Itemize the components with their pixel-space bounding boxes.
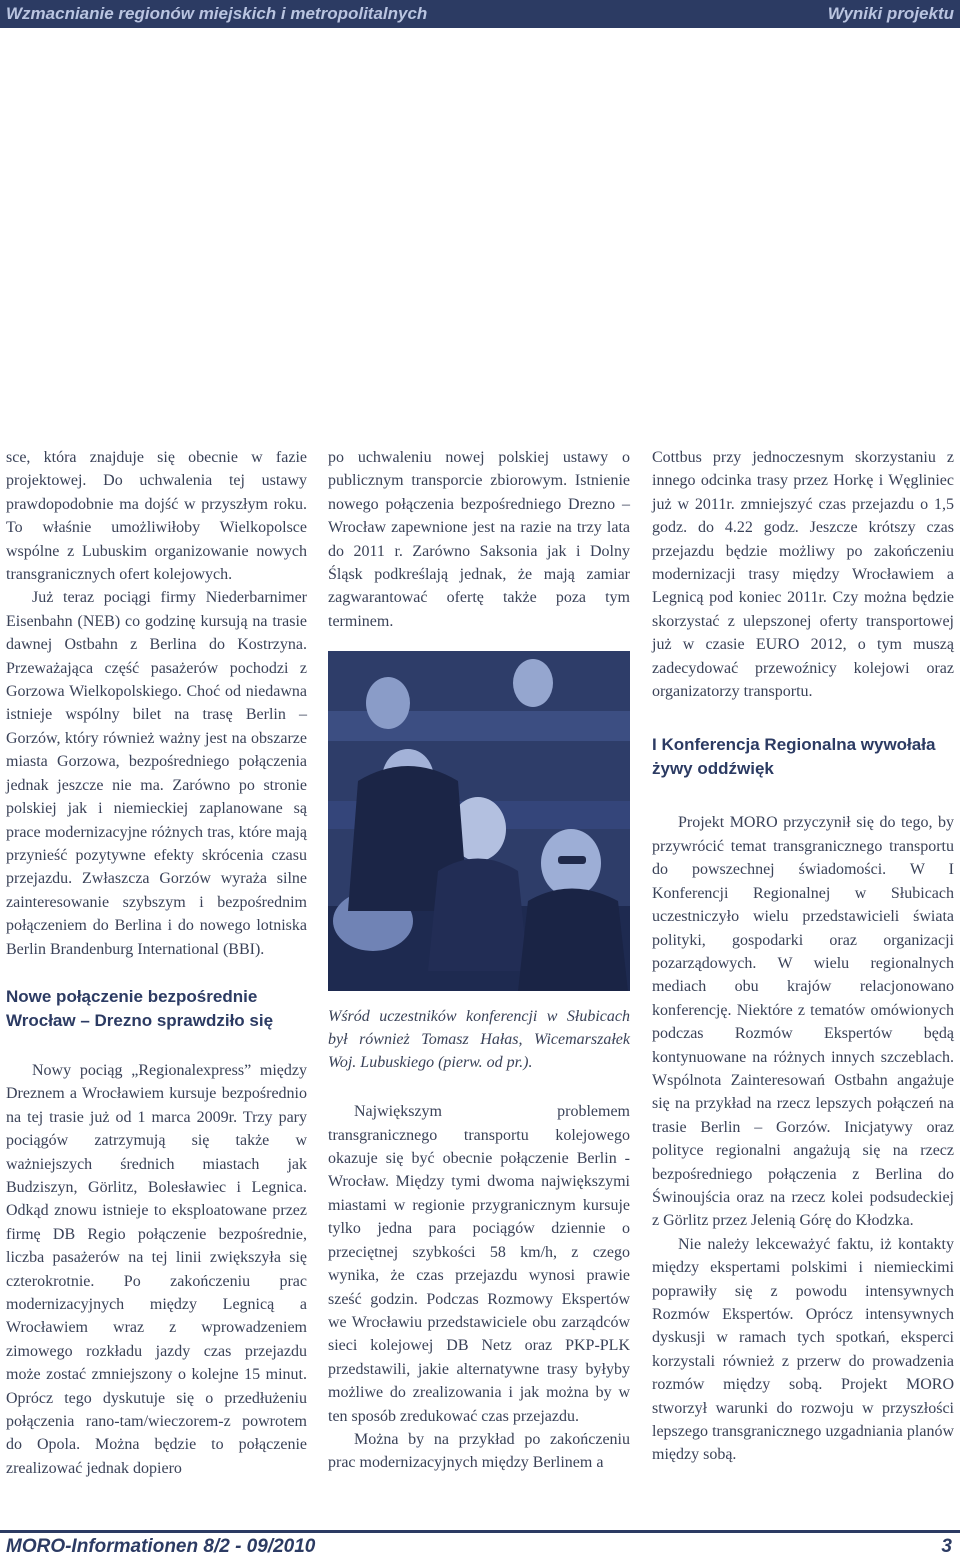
paragraph: Już teraz pociągi firmy Niederbarnimer Eisenbahn (NEB) co godzinę kursują na trasie dawnej Ostbahn z Berlina do Kostrzyna. Przeważająca część pasażerów pochodzi z Gorzowa Wielkopolskiego. Choć od niedawna istnieje wspólny bilet na trasę Berlin – Gorzów, który również ważny jest na obszarze miasta Gorzowa, bezpośredniego połączenia jednak jeszcze nie ma. Zarówno po stronie polskiej jak i niemieckiej zaplanowane są prace modernizacyjne różnych tras, które mają przynieść pozytywne efekty skrócenia czasu przejazdu. Zwłaszcza Gorzów wyraża silne zainteresowanie szybszym i bezpośrednim połączeniem do Berlina i do nowego lotniska Berlin Brandenburg International (BBI). bbox=[6, 589, 307, 958]
paragraph: Nowy pociąg „Regionalexpress” między Dreznem a Wrocławiem kursuje bezpośrednio na tej trasie już od 1 marca 2009r. Trzy pary pociągów zatrzymują się także w ważniejszych średnich miastach jak Budziszyn, Görlitz, Bolesławiec i Legnica. Odkąd znowu istnieje to eksploatowane przez firmę DB Regio połączenie bezpośrednie, liczba pasażerów na tej linii zwiększyła się czterokrotnie. Po zakończeniu prac modernizacyjnych między Legnicą a Wrocławiem wraz z wprowadzeniem zimowego rozkładu jazdy czas przejazdu może zostać zmniejszony o kolejne 15 minut. Oprócz tego dyskutuje się o przedłużeniu połączenia rano-tam/wieczorem-z powrotem do Opola. Można będzie to połączenie zrealizować jednak dopiero bbox=[6, 1061, 307, 1477]
section-heading: Nowe połączenie bezpośrednie Wrocław – Drezno sprawdziło się bbox=[6, 986, 274, 1030]
column-3 bbox=[652, 446, 954, 1467]
photo-caption: Wśród uczestników konferencji w Słubicach był również Tomasz Hałas, Wicemarszałek Woj. Lubuskiego (pierw. od pr.). bbox=[328, 1008, 630, 1072]
paragraph: sce, która znajduje się obecnie w fazie projektowej. Do uchwalenia tej ustawy prawdopodobnie ma dojść w przyszłym roku. To właśnie umożliwiłoby Wielkopolsce wspólne z Lubuskim organizowanie nowych transgranicznych ofert kolejowych. bbox=[6, 449, 307, 584]
footer-rule bbox=[0, 1530, 960, 1533]
column-2 bbox=[328, 446, 630, 1475]
paragraph: Nie należy lekceważyć faktu, iż kontakty między ekspertami polskimi i niemieckimi poprawiły się z powodu intensywnych Rozmów Ekspertów. Oprócz intensywnych dyskusji w ramach tych spotkań, eksperci korzystali również z przerw do prowadzenia rozmów między sobą. Projekt MORO stworzył warunki do rozwoju w przyszłości lepszego transgranicznego uzgadniania planów między sobą. bbox=[652, 1235, 954, 1464]
paragraph: Największym problemem transgranicznego transportu kolejowego okazuje się być obecnie połączenie Berlin - Wrocław. Między tymi dwoma największymi miastami w regionie przygranicznym kursuje tylko jedna para pociągów dziennie o przeciętnej szybkości 58 km/h, z czego wynika, że czas przejazdu wynosi prawie sześć godzin. Podczas Rozmowy Ekspertów we Wrocławiu przedstawiciele obu zarządców sieci kolejowej DB Netz oraz PKP-PLK przedstawili, jakie alternatywne trasy byłyby możliwe do zrealizowania i jak można by w ten sposób zredukować czas przejazdu. bbox=[328, 1103, 630, 1425]
paragraph: Można by na przykład po zakończeniu prac modernizacyjnych między Berlinem a bbox=[328, 1430, 630, 1472]
column-1 bbox=[6, 446, 307, 1480]
header-section-title: Wzmacnianie regionów miejskich i metropolitalnych bbox=[6, 4, 428, 23]
paragraph: po uchwaleniu nowej polskiej ustawy o publicznym transporcie zbiorowym. Istnienie nowego połączenia bezpośredniego Drezno – Wrocław zapewnione jest na razie na trzy lata do 2011 r. Zarówno Saksonia jak i Dolny Śląsk podkreślają jednak, że mają zamiar zagwarantować ofertę także poza tym terminem. bbox=[328, 449, 630, 630]
publication-title: MORO-Informationen 8/2 - 09/2010 bbox=[6, 1536, 316, 1557]
page-number: 3 bbox=[941, 1536, 952, 1557]
conference-photo bbox=[328, 651, 630, 991]
paragraph: Projekt MORO przyczynił się do tego, by przywrócić temat transgranicznego transportu do powszechnej świadomości. W I Konferencji Regionalnej w Słubicach uczestniczyło wielu przedstawicieli świata polityki, gospodarki oraz organizacji pozarządowych. W wielu regionalnych mediach obu krajów relacjonowano konferencję. Niektóre z tematów omówionych podczas Rozmów Ekspertów będą kontynuowane na różnych innych szczeblach. Wspólnota Zainteresowań Ostbahn angażuje się na przykład na rzecz lepszych połączeń na trasie Berlin – Gorzów. Inicjatywy oraz polityce regionalni angażują się na rzecz bezpośredniego połączenia z Berlina do Świnoujścia oraz na rzecz kolei podsudeckiej z Görlitz przez Jelenią Górę do Kłodzka. bbox=[652, 814, 954, 1230]
paragraph: Cottbus przy jednoczesnym skorzystaniu z innego odcinka trasy przez Horkę i Węgliniec już w 2011r. zmniejszyć czas przejazdu o 1,5 godz. do 4.22 godz. Jeszcze krótszy czas przejazdu będzie możliwy po zakończeniu modernizacji trasy między Wrocławiem a Legnicą pod koniec 2011r. Czy można będzie skorzystać z ulepszonej oferty transportowej już w czasie EURO 2012, o tym muszą zadecydować przewoźnicy kolejowi oraz organizatorzy transportu. bbox=[652, 449, 954, 701]
running-header bbox=[0, 0, 960, 28]
running-footer bbox=[0, 1530, 960, 1565]
section-heading: I Konferencja Regionalna wywołała żywy oddźwięk bbox=[652, 735, 936, 779]
conference-audience-image bbox=[328, 651, 630, 991]
header-section-label: Wyniki projektu bbox=[827, 4, 954, 23]
